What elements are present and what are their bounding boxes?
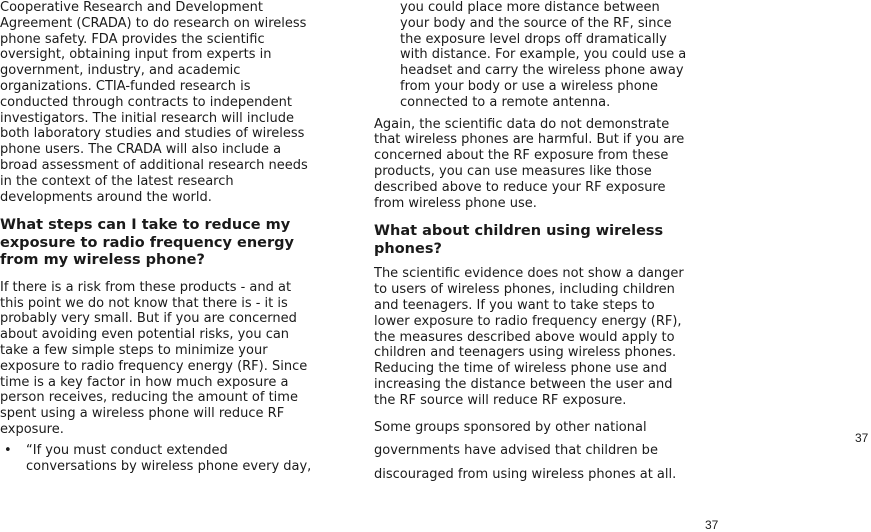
scientific-data-paragraph: Again, the scientific data do not demonstrate that wireless phones are harmful. But if you are concerned about the RF exposure from these products, you can use measures like those described above to reduce your RF exposure from wireless phone use. bbox=[374, 116, 685, 211]
children-heading: What about children using wireless phones? bbox=[374, 223, 664, 257]
other-governments-paragraph: Some groups sponsored by other national governments have advised that children be discouraged from using wireless phones at all. bbox=[374, 419, 677, 482]
page-number-footer: 37 bbox=[705, 518, 719, 532]
left-column bbox=[0, 0, 340, 474]
bullet-text: “If you must conduct extended conversations by wireless phone every day, bbox=[26, 442, 312, 474]
bullet-dot: • bbox=[4, 442, 12, 458]
page-number-margin: 37 bbox=[855, 431, 869, 445]
children-evidence-paragraph: The scientific evidence does not show a danger to users of wireless phones, including children and teenagers. If you want to take steps to lower exposure to radio frequency energy (RF), the measures described above would apply to children and teenagers using wireless phones. Reducing the time of wireless phone use and increasing the distance between the user and the RF source will reduce RF exposure. bbox=[374, 266, 684, 408]
risk-paragraph: If there is a risk from these products - and at this point we do not know that there is - it is probably very small. But if you are concerned about avoiding even potential risks, you can take a few simple steps to minimize your exposure to radio frequency energy (RF). Since time is a key factor in how much exposure a person receives, reducing the amount of time spent using a wireless phone will reduce RF exposure. bbox=[0, 279, 308, 438]
bullet-continuation: you could place more distance between your body and the source of the RF, since the exposure level drops off dramatically with distance. For example, you could use a headset and carry the wireless phone away from your body or use a wireless phone connected to a remote antenna. bbox=[400, 0, 687, 110]
bullet-item bbox=[0, 443, 340, 475]
reduce-exposure-heading: What steps can I take to reduce my exposure to radio frequency energy from my wireless phone? bbox=[0, 217, 294, 269]
crada-paragraph: Cooperative Research and Development Agreement (CRADA) to do research on wireless phone safety. FDA provides the scientific oversight, obtaining input from experts in government, industry, and academic organizations. CTIA-funded research is conducted through contracts to independent investigators. The initial research will include both laboratory studies and studies of wireless phone users. The CRADA will also include a broad assessment of additional research needs in the context of the latest research developments around the world. bbox=[0, 0, 308, 205]
right-column bbox=[374, 0, 714, 486]
